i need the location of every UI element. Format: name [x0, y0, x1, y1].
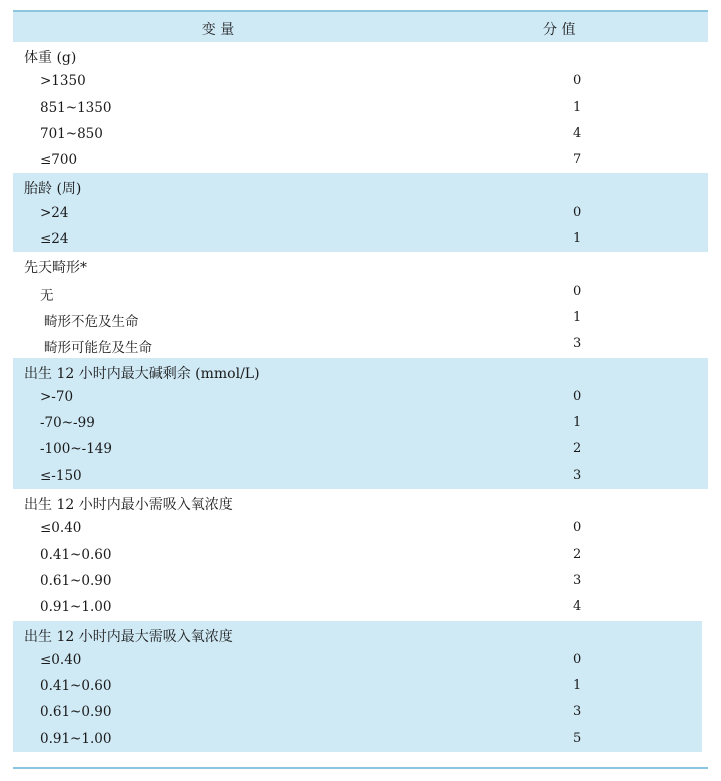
row-score: 4 — [573, 599, 582, 615]
row-label: 0.61~0.90 — [40, 572, 112, 589]
row-label: 851~1350 — [40, 99, 112, 116]
header-variable: 变 量 — [201, 22, 235, 38]
row-score: 0 — [573, 283, 582, 299]
table-row — [13, 200, 708, 226]
table-row — [13, 121, 708, 147]
row-score: 0 — [573, 204, 582, 220]
score-table — [13, 10, 708, 752]
row-label: >-70 — [40, 388, 74, 405]
table-bottom-rule — [13, 767, 708, 769]
header-score: 分 值 — [543, 22, 576, 38]
group-title-row — [13, 621, 702, 647]
table-row — [13, 673, 702, 699]
table-row — [13, 699, 702, 725]
table-row — [13, 436, 708, 462]
group-title: 体重 (g) — [24, 50, 77, 66]
row-label: 0.61~0.90 — [40, 704, 112, 721]
row-label: ≤-150 — [40, 467, 82, 484]
table-body — [13, 42, 708, 752]
row-label: >24 — [40, 204, 69, 221]
row-label: 0.41~0.60 — [40, 678, 112, 695]
row-label: ≤700 — [40, 152, 78, 169]
table-row — [13, 647, 702, 673]
table-row — [13, 279, 708, 305]
group-title: 胎龄 (周) — [24, 181, 82, 198]
group-title-row — [13, 489, 708, 515]
table-row — [13, 68, 708, 94]
variable-group — [13, 252, 708, 357]
row-label: ≤0.40 — [40, 651, 82, 668]
group-title-row — [13, 42, 708, 68]
group-title-row — [13, 358, 708, 384]
group-title-row — [13, 252, 708, 278]
row-score: 2 — [573, 546, 582, 562]
table-row — [13, 568, 708, 594]
row-score: 2 — [573, 441, 582, 457]
row-score: 1 — [573, 309, 582, 325]
variable-group — [13, 42, 708, 173]
row-label: -100~-149 — [40, 441, 112, 458]
group-title: 出生 12 小时内最大碱剩余 (mmol/L) — [24, 365, 260, 382]
table-row — [13, 410, 708, 436]
row-score: 7 — [573, 152, 582, 168]
table-row — [13, 95, 708, 121]
variable-group — [13, 621, 702, 752]
group-title: 出生 12 小时内最小需吸入氧浓度 — [24, 497, 233, 514]
variable-group — [13, 489, 708, 620]
table-header — [13, 10, 708, 42]
row-label: 畸形可能危及生命 — [44, 340, 152, 357]
row-score: 3 — [573, 572, 582, 588]
row-score: 0 — [573, 388, 582, 404]
table-row — [13, 463, 708, 489]
row-label: 0.41~0.60 — [40, 546, 112, 563]
variable-group — [13, 173, 708, 252]
row-label: 无 — [40, 287, 54, 304]
row-label: ≤0.40 — [40, 520, 82, 537]
table-row — [13, 305, 708, 331]
row-score: 4 — [573, 125, 582, 141]
row-label: ≤24 — [40, 231, 69, 248]
table-row — [13, 147, 708, 173]
row-score: 0 — [573, 73, 582, 89]
row-label: 0.91~1.00 — [40, 730, 112, 747]
group-title: 先天畸形* — [24, 260, 87, 277]
table-row — [13, 542, 708, 568]
table-row — [13, 331, 708, 357]
table-row — [13, 226, 708, 252]
row-score: 1 — [573, 678, 582, 694]
group-title: 出生 12 小时内最大需吸入氧浓度 — [24, 628, 233, 645]
row-label: 0.91~1.00 — [40, 599, 112, 616]
row-label: -70~-99 — [40, 415, 95, 432]
row-score: 1 — [573, 99, 582, 115]
group-title-row — [13, 173, 708, 199]
row-score: 3 — [573, 336, 582, 352]
row-score: 3 — [573, 704, 582, 720]
row-score: 0 — [573, 651, 582, 667]
row-score: 5 — [573, 730, 582, 746]
row-label: 701~850 — [40, 125, 103, 142]
variable-group — [13, 358, 708, 489]
row-label: 畸形不危及生命 — [44, 313, 139, 330]
table-row — [13, 515, 708, 541]
table-row — [13, 726, 702, 752]
table-row — [13, 384, 708, 410]
row-score: 0 — [573, 520, 582, 536]
table-row — [13, 594, 708, 620]
row-score: 1 — [573, 231, 582, 247]
row-score: 1 — [573, 415, 582, 431]
row-score: 3 — [573, 467, 582, 483]
row-label: >1350 — [40, 73, 86, 90]
